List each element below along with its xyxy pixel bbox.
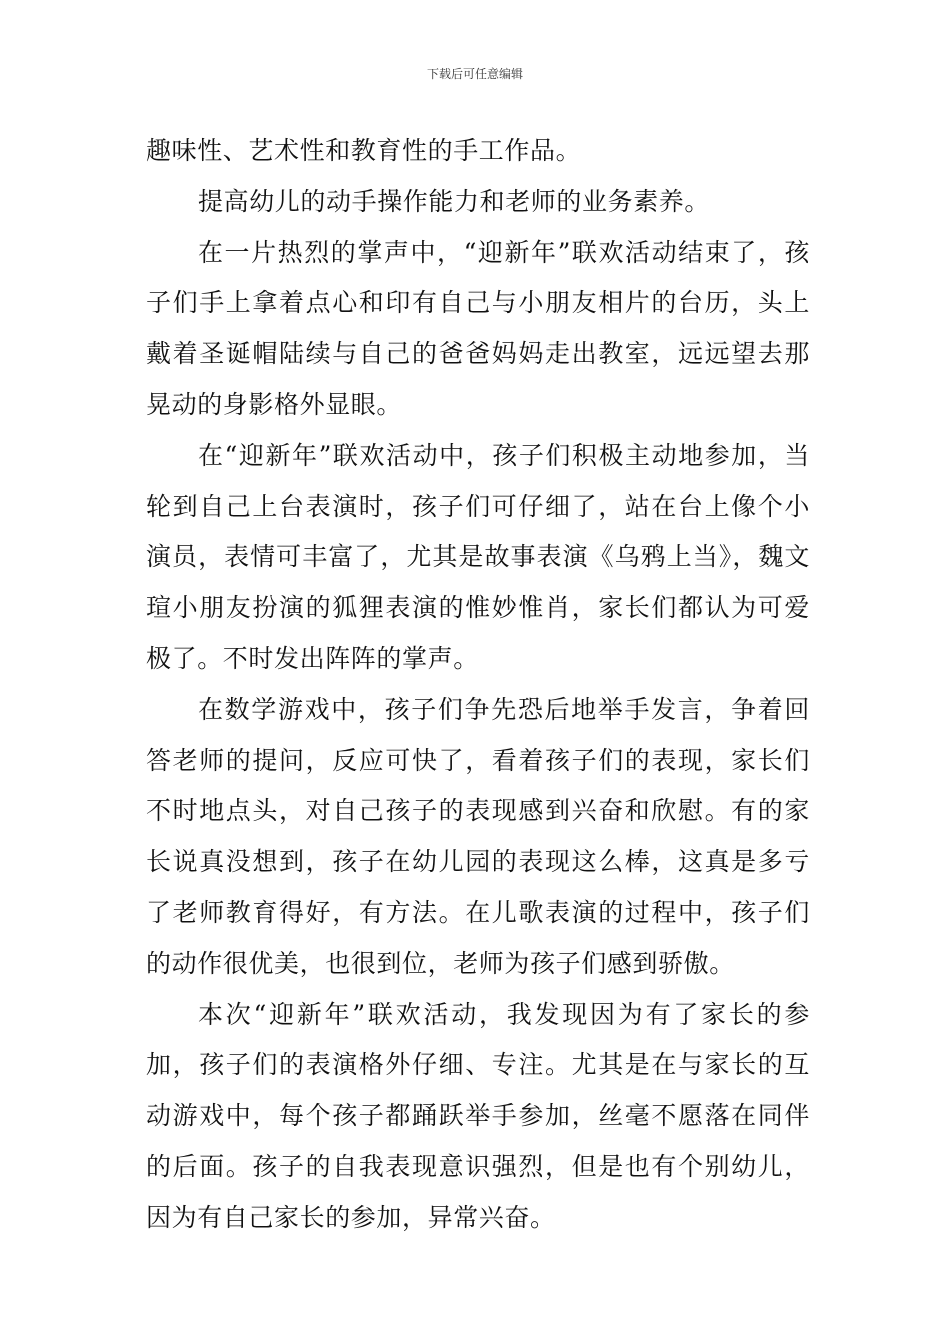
paragraph-continued: 趣味性、艺术性和教育性的手工作品。 (146, 136, 582, 165)
paragraph: 在一片热烈的掌声中，“迎新年”联欢活动结束了，孩子们手上拿着点心和印有自己与小朋友相片的台历，头上戴着圣诞帽陆续与自己的爸爸妈妈走出教室，远远望去那晃动的身影格外显眼。 (146, 237, 810, 419)
paragraph: 在“迎新年”联欢活动中，孩子们积极主动地参加，当轮到自己上台表演时，孩子们可仔细了，站在台上像个小演员，表情可丰富了，尤其是故事表演《乌鸦上当》，魏文瑄小朋友扮演的狐狸表演的惟妙惟肖，家长们都认为可爱极了。不时发出阵阵的掌声。 (146, 440, 810, 673)
page-header: 下载后可任意编辑 (426, 67, 523, 81)
paragraph: 在数学游戏中，孩子们争先恐后地举手发言，争着回答老师的提问，反应可快了，看着孩子们的表现，家长们不时地点头，对自己孩子的表现感到兴奋和欣慰。有的家长说真没想到，孩子在幼儿园的表现这么棒，这真是多亏了老师教育得好，有方法。在儿歌表演的过程中，孩子们的动作很优美，也很到位，老师为孩子们感到骄傲。 (146, 694, 810, 978)
document-body (146, 126, 810, 1244)
paragraph: 本次“迎新年”联欢活动，我发现因为有了家长的参加，孩子们的表演格外仔细、专注。尤其是在与家长的互动游戏中，每个孩子都踊跃举手参加，丝毫不愿落在同伴的后面。孩子的自我表现意识强烈，但是也有个别幼儿，因为有自己家长的参加，异常兴奋。 (146, 999, 810, 1232)
paragraph: 提高幼儿的动手操作能力和老师的业务素养。 (198, 186, 711, 216)
